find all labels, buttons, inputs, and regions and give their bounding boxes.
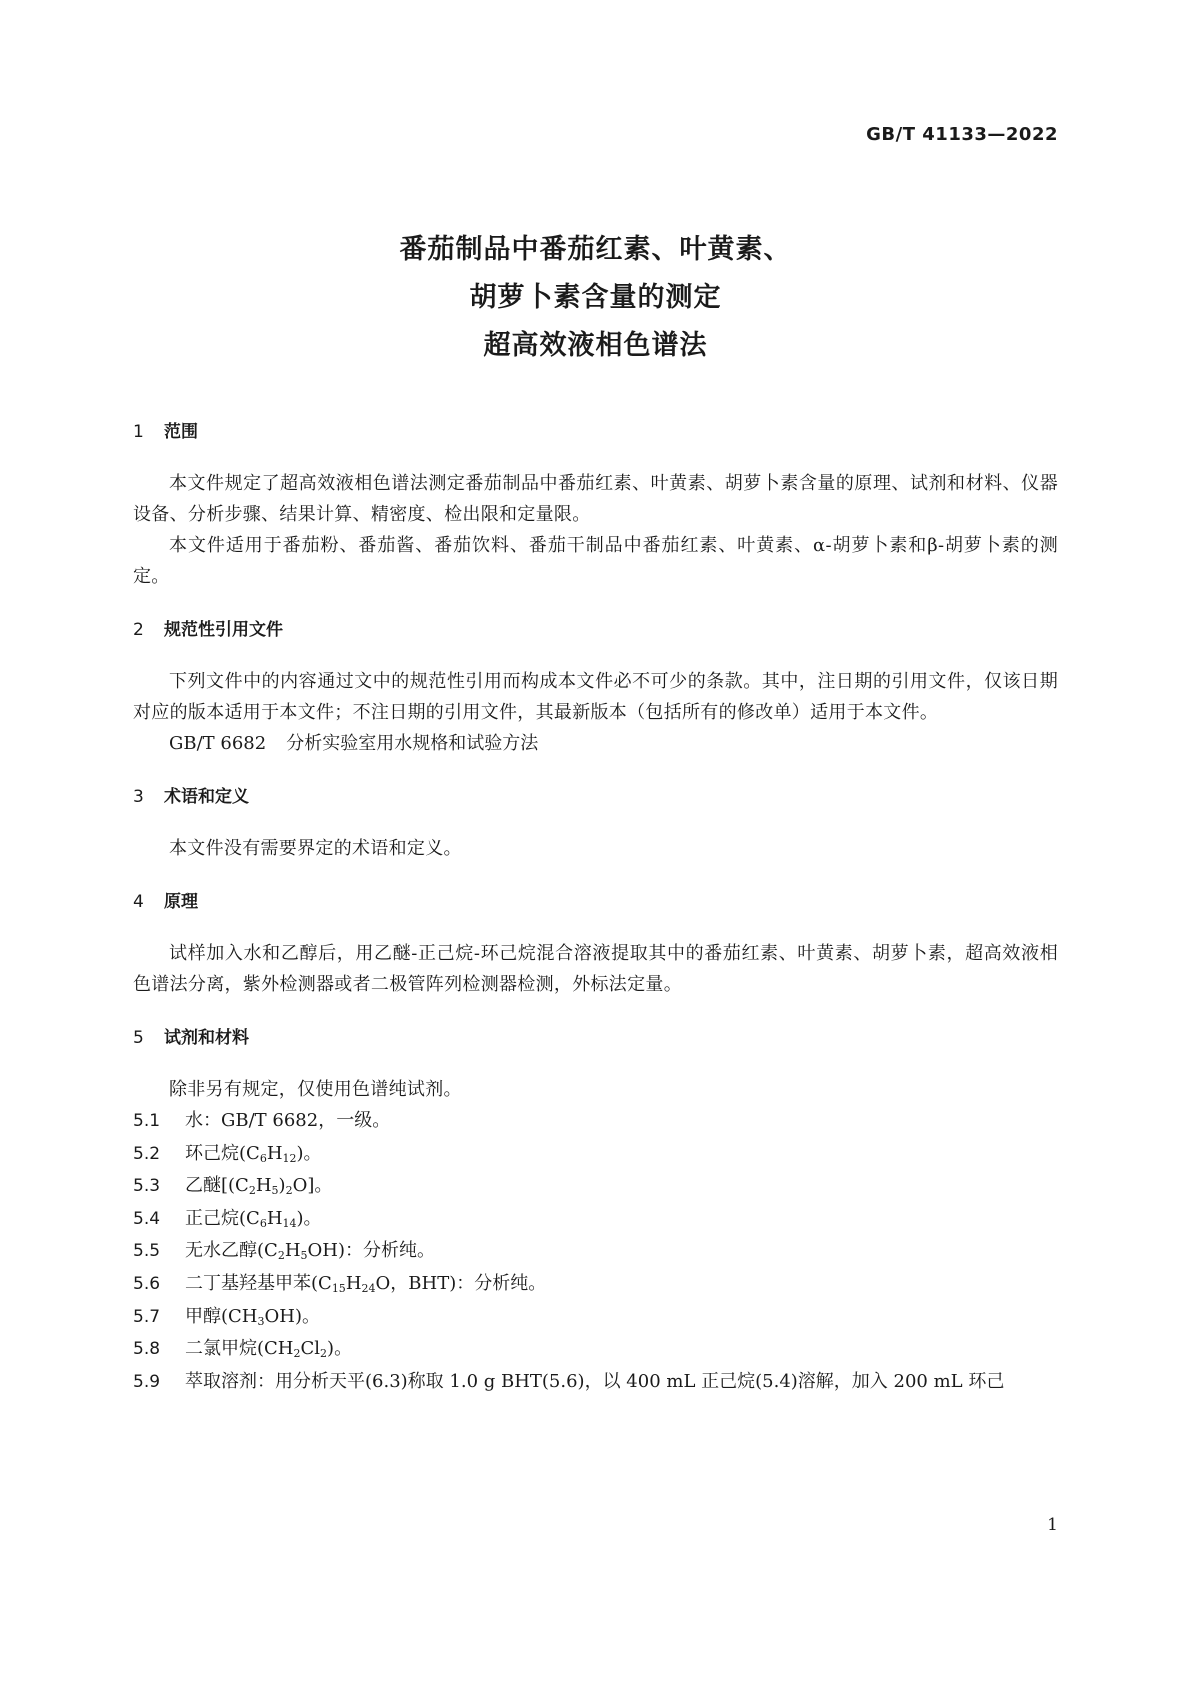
section-title: 原理 <box>164 892 198 912</box>
list-item: 5.9 萃取溶剂：用分析天平(6.3)称取 1.0 g BHT(5.6)，以 400 mL 正己烷(5.4)溶解，加入 200 mL 环己 <box>133 1370 1005 1392</box>
section-1-paragraph-1: 本文件规定了超高效液相色谱法测定番茄制品中番茄红素、叶黄素、胡萝卜素含量的原理、试剂和材料、仪器设备、分析步骤、结果计算、精密度、检出限和定量限。 <box>133 473 1058 525</box>
section-number: 4 <box>133 892 144 912</box>
section-title: 试剂和材料 <box>164 1028 249 1048</box>
section-number: 3 <box>133 787 144 807</box>
section-4-paragraph-1: 试样加入水和乙醇后，用乙醚-正己烷-环己烷混合溶液提取其中的番茄红素、叶黄素、胡萝卜素，超高效液相色谱法分离，紫外检测器或者二极管阵列检测器检测，外标法定量。 <box>133 943 1058 995</box>
reference-code: GB/T 6682 <box>169 733 267 754</box>
section-1-paragraph-2: 本文件适用于番茄粉、番茄酱、番茄饮料、番茄干制品中番茄红素、叶黄素、α-胡萝卜素和β-胡萝卜素的测定。 <box>133 535 1058 587</box>
title-line-3: 超高效液相色谱法 <box>483 330 708 361</box>
section-3-heading <box>133 783 1058 811</box>
list-item: 5.6 二丁基羟基甲苯($C_{15}H_{24}O$，BHT)：分析纯。 <box>133 1272 547 1295</box>
section-title: 规范性引用文件 <box>164 620 283 640</box>
list-item: 5.3 乙醚$[(C_2H_5)_2O]$。 <box>133 1175 333 1198</box>
list-item: 5.2 环己烷$(C_6H_{12})$。 <box>133 1142 322 1165</box>
list-item: 5.4 正己烷$(C_6H_{14})$。 <box>133 1207 322 1230</box>
reference-title: 分析实验室用水规格和试验方法 <box>286 733 539 754</box>
document-title <box>0 226 1191 370</box>
section-number: 2 <box>133 620 144 640</box>
section-2-heading <box>133 616 1058 644</box>
title-line-1: 番茄制品中番茄红素、叶黄素、 <box>399 234 792 265</box>
document-body <box>133 418 1058 1398</box>
section-5-heading <box>133 1024 1058 1052</box>
title-line-2: 胡萝卜素含量的测定 <box>469 282 722 313</box>
list-item: 5.7 甲醇$(CH_3OH)$。 <box>133 1305 321 1328</box>
section-4-heading <box>133 888 1058 916</box>
section-number: 5 <box>133 1028 144 1048</box>
list-item: 5.1 水：GB/T 6682，一级。 <box>133 1110 391 1131</box>
section-title: 术语和定义 <box>164 787 249 807</box>
section-2-paragraph-1: 下列文件中的内容通过文中的规范性引用而构成本文件必不可少的条款。其中，注日期的引用文件，仅该日期对应的版本适用于本文件；不注日期的引用文件，其最新版本（包括所有的修改单）适用于本文件。 <box>133 671 1058 723</box>
page-number: 1 <box>1047 1515 1058 1535</box>
section-number: 1 <box>133 422 144 442</box>
list-item: 5.8 二氯甲烷$(CH_2Cl_2)$。 <box>133 1338 353 1361</box>
standard-number: GB/T 41133—2022 <box>866 124 1058 145</box>
section-3-paragraph-1: 本文件没有需要界定的术语和定义。 <box>169 838 462 859</box>
section-1-heading <box>133 418 1058 446</box>
section-title: 范围 <box>164 422 198 442</box>
section-5-intro: 除非另有规定，仅使用色谱纯试剂。 <box>169 1079 462 1100</box>
list-item: 5.5 无水乙醇$(C_2H_5OH)$：分析纯。 <box>133 1240 436 1263</box>
normative-reference <box>133 728 1058 759</box>
